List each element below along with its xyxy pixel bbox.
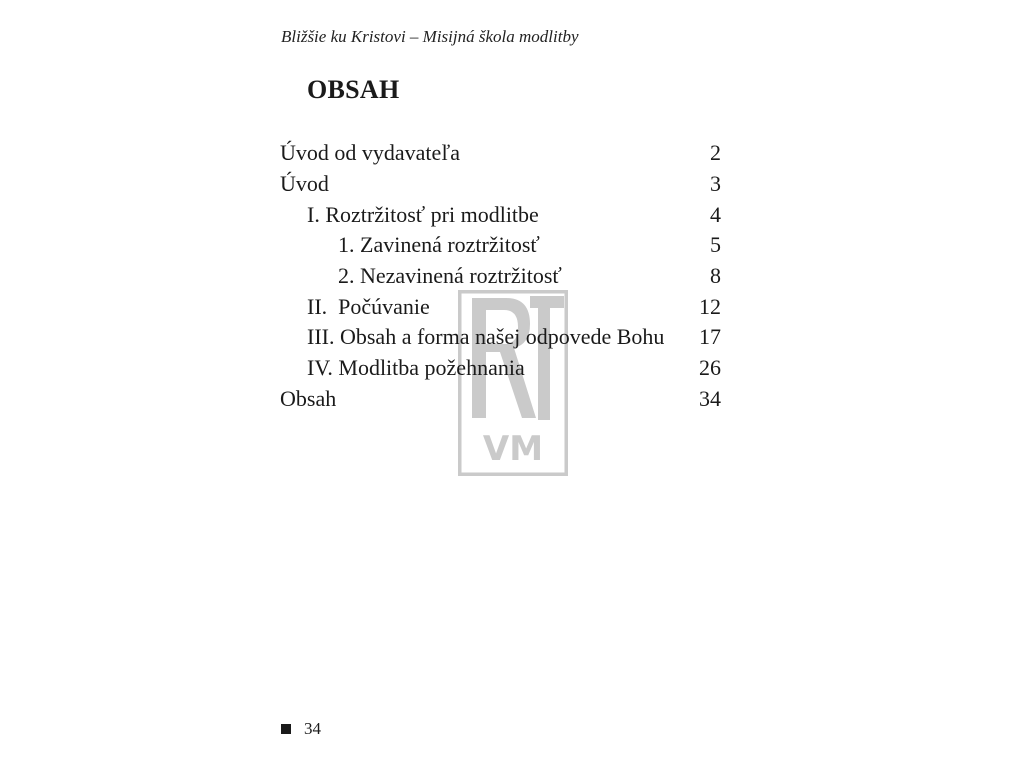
toc-entry-label: I. Roztržitosť pri modlitbe [307,201,539,227]
toc-entry[interactable] [280,169,721,200]
toc-entry-label: III. Obsah a forma našej odpovede Bohu [307,324,665,350]
watermark-text: VM [482,429,544,469]
toc-entry[interactable] [280,199,721,230]
toc-entry-label: Obsah [280,385,337,411]
toc-entry-page: 3 [710,171,721,197]
toc-entry-page: 12 [699,293,721,319]
page-number: 34 [304,719,321,738]
toc-entry-label: IV. Modlitba požehnania [307,355,525,381]
toc-entry-page: 5 [710,232,721,258]
toc-entry-page: 26 [699,355,721,381]
toc-entry-label: 2. Nezavinená roztržitosť [338,263,562,289]
toc-entry[interactable] [280,261,721,292]
toc-entry[interactable] [280,384,721,415]
toc-entry-page: 34 [699,385,721,411]
square-bullet-icon [281,724,291,734]
toc-entry-label: Úvod od vydavateľa [280,140,460,166]
toc-entry[interactable] [280,291,721,322]
toc-entry-label: II. Počúvanie [307,293,430,319]
toc-entry-page: 4 [710,201,721,227]
toc-entry[interactable] [280,322,721,353]
toc-entry-label: 1. Zavinená roztržitosť [338,232,540,258]
toc-entry[interactable] [280,230,721,261]
toc-entry[interactable] [280,353,721,384]
toc-title: OBSAH [307,75,400,104]
table-of-contents [280,138,721,414]
toc-entry-page: 17 [699,324,721,350]
toc-entry-page: 8 [710,263,721,289]
page-footer [281,719,321,739]
toc-entry[interactable] [280,138,721,169]
running-header: Bližšie ku Kristovi – Misijná škola modlitby [281,27,579,46]
toc-entry-label: Úvod [280,171,329,197]
toc-entry-page: 2 [710,140,721,166]
